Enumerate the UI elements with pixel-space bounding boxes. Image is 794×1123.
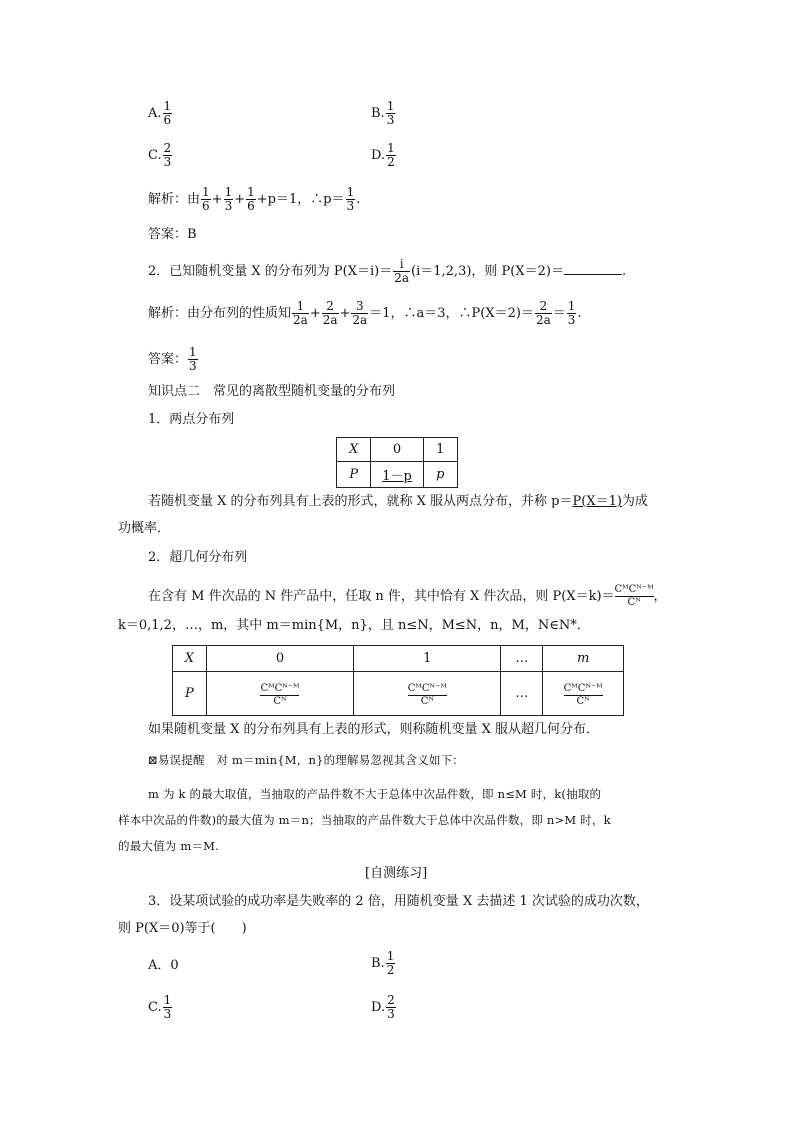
hyper-heading: 2．超几何分布列 xyxy=(148,550,248,565)
remind-title: ⊠易误提醒 对 m＝min{M，n}的理解易忽视其含义如下： xyxy=(148,753,465,767)
answer-blank xyxy=(564,262,622,275)
warning-icon: ⊠ xyxy=(148,753,158,767)
q3-option-d: D. $\frac{2}{3}$ xyxy=(371,993,395,1021)
self-test-heading: [自测练习] xyxy=(365,866,428,881)
remind-text-1: m 为 k 的最大取值，当抽取的产品件数不大于总体中次品件数，即 n≤M 时，k(抽取的 xyxy=(148,787,602,801)
q2-question: 2．已知随机变量 X 的分布列为 P(X＝i)＝ $\frac{i}{2a}$ (i＝1,2,3)，则 P(X＝2)＝ . xyxy=(148,257,627,285)
fraction: $\frac{2}{3}$ xyxy=(163,141,172,169)
q1-option-c: C. $\frac{2}{3}$ xyxy=(148,141,172,169)
hyper-definition: 在含有 M 件次品的 N 件产品中，任取 n 件，其中恰有 X 件次品，则 P(X＝k)＝ CᴹCᴺ⁻ᴹ Cᴺ ， xyxy=(148,584,667,608)
q1-option-b: B. $\frac{1}{3}$ xyxy=(371,99,395,127)
q3-option-a: A．0 xyxy=(148,958,179,973)
fraction: $\frac{1}{2}$ xyxy=(387,141,395,169)
fraction: $\frac{1}{6}$ xyxy=(163,99,172,127)
q3-question-cont: 则 P(X＝0)等于( ) xyxy=(118,921,247,936)
remind-text-2: 样本中次品的件数)的最大值为 m＝n；当抽取的产品件数大于总体中次品件数，即 n>M 时，k xyxy=(118,813,611,827)
two-point-desc-cont: 功概率． xyxy=(118,521,171,536)
two-point-table: X 0 1 P 1－p p xyxy=(336,437,458,488)
hyper-definition-cont: k＝0,1,2，…，m，其中 m＝min{M，n}，且 n≤N，M≤N，n，M，N∈N*． xyxy=(118,618,590,633)
q3-option-b: B. $\frac{1}{2}$ xyxy=(371,949,395,977)
remind-text-3: 的最大值为 m＝M. xyxy=(118,839,219,853)
q3-question: 3．设某项试验的成功率是失败率的 2 倍，用随机变量 X 去描述 1 次试验的成功次数， xyxy=(148,894,649,909)
two-point-heading: 1．两点分布列 xyxy=(148,412,235,427)
q1-answer: 答案：B xyxy=(148,227,197,242)
two-point-desc: 若随机变量 X 的分布列具有上表的形式，就称 X 服从两点分布，并称 p＝P(X＝1)为成 xyxy=(148,494,648,509)
q1-option-d: D. $\frac{1}{2}$ xyxy=(371,141,395,169)
q3-option-c: C. $\frac{1}{3}$ xyxy=(148,993,172,1021)
fraction: $\frac{1}{3}$ xyxy=(386,99,395,127)
q1-option-a: A. $\frac{1}{6}$ xyxy=(148,99,172,127)
q2-solution: 解析：由分布列的性质知 $\frac{1}{2a}$ + $\frac{2}{2a}$ + $\frac{3}{2a}$ ＝1，∴a＝3，∴P(X＝2)＝ $\frac{2}{2a}$ ＝ $\frac{1}{3}$ . xyxy=(148,299,582,327)
hyper-desc: 如果随机变量 X 的分布列具有上表的形式，则称随机变量 X 服从超几何分布． xyxy=(148,722,600,737)
q2-answer: 答案： $\frac{1}{3}$ xyxy=(148,345,197,373)
q1-solution: 解析：由 $\frac{1}{6}$ + $\frac{1}{3}$ + $\frac{1}{6}$ +p＝1，∴p＝ $\frac{1}{3}$ . xyxy=(148,185,361,213)
hyper-table: X 0 1 … m P CᴹCᴺ⁻ᴹ Cᴺ CᴹCᴺ⁻ᴹ Cᴺ … CᴹCᴺ⁻ᴹ Cᴺ xyxy=(172,645,624,716)
section-title: 知识点二 常见的离散型随机变量的分布列 xyxy=(148,384,396,399)
